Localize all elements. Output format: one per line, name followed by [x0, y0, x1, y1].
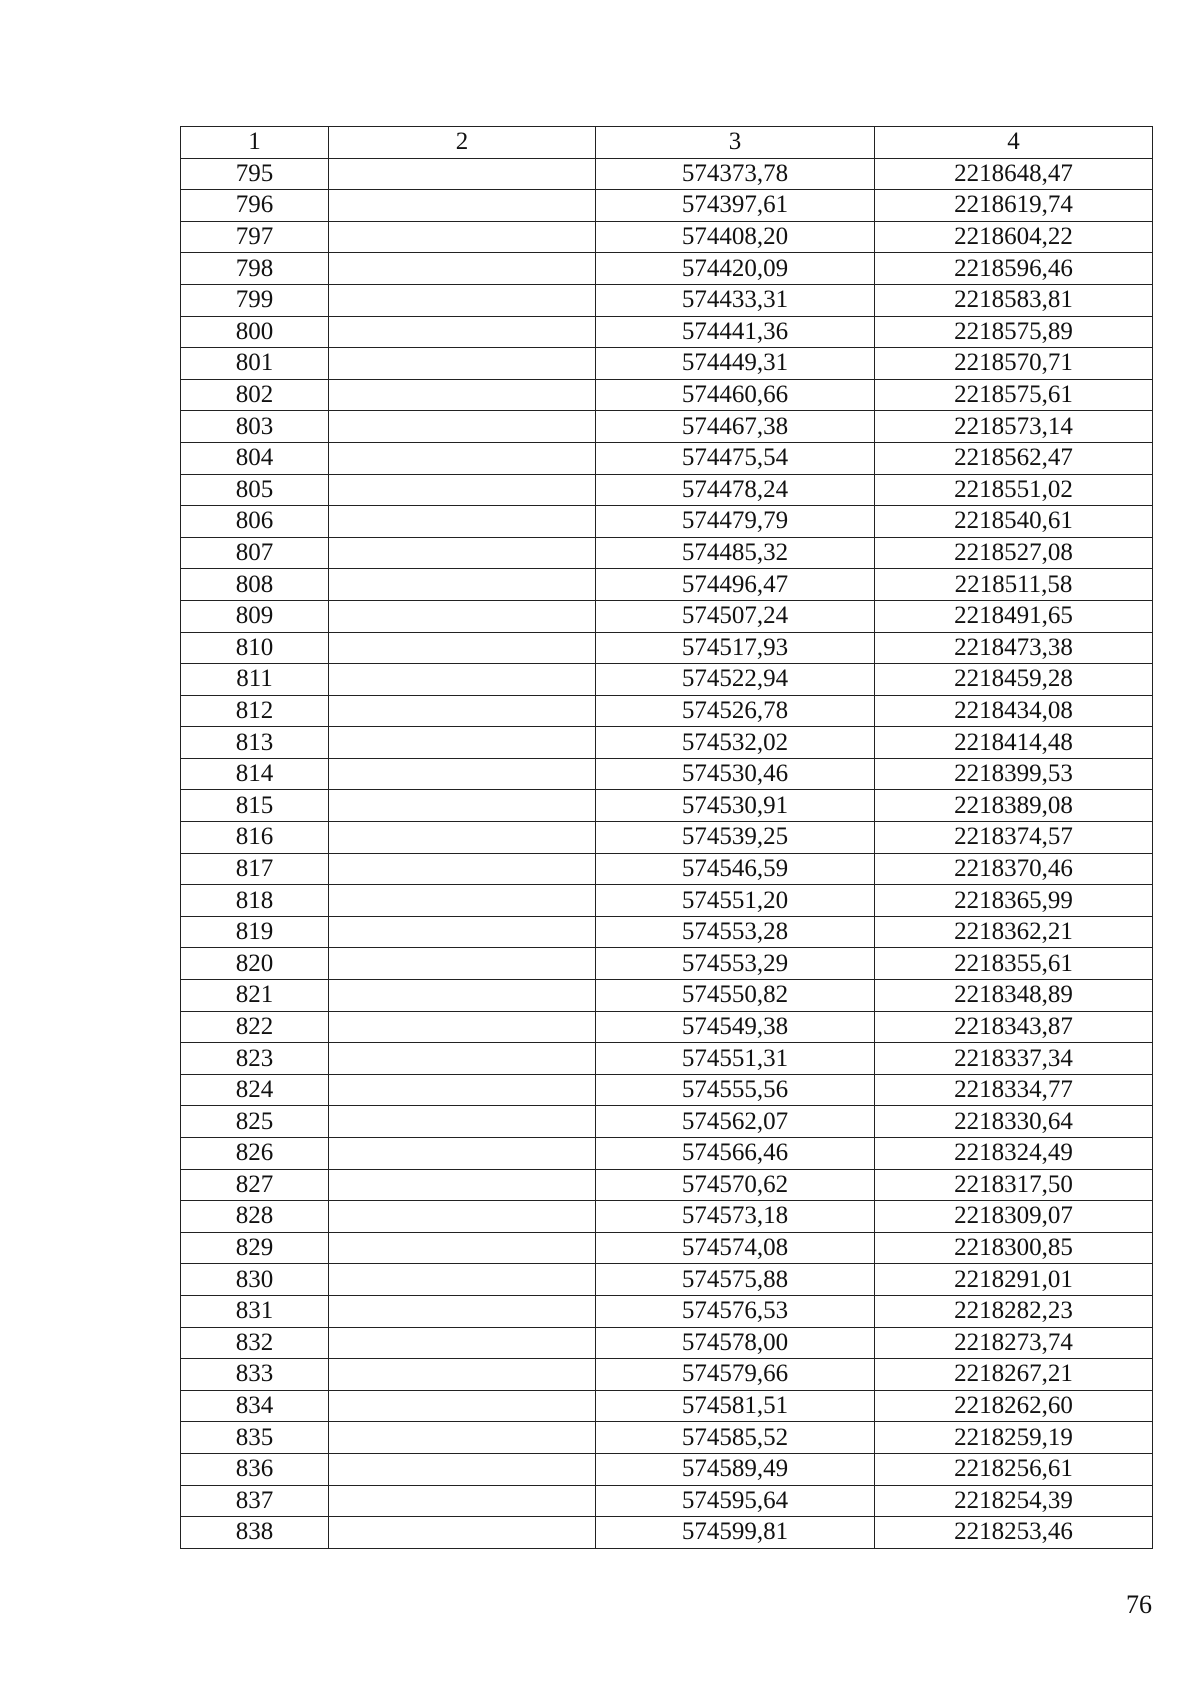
- x-coordinate-cell: 574532,02: [596, 727, 875, 759]
- x-coordinate-cell: 574526,78: [596, 695, 875, 727]
- x-coordinate-cell: 574478,24: [596, 474, 875, 506]
- x-coordinate-cell: 574460,66: [596, 379, 875, 411]
- y-coordinate-cell: 2218256,61: [875, 1453, 1153, 1485]
- x-coordinate-cell: 574475,54: [596, 442, 875, 474]
- x-coordinate-cell: 574579,66: [596, 1359, 875, 1391]
- table-row: [181, 1264, 1153, 1296]
- x-coordinate-cell: 574553,29: [596, 948, 875, 980]
- table-row: [181, 1390, 1153, 1422]
- y-coordinate-cell: 2218334,77: [875, 1074, 1153, 1106]
- y-coordinate-cell: 2218324,49: [875, 1138, 1153, 1170]
- y-coordinate-cell: 2218330,64: [875, 1106, 1153, 1138]
- table-row: [181, 379, 1153, 411]
- point-number-cell: 801: [181, 348, 329, 380]
- x-coordinate-cell: 574570,62: [596, 1169, 875, 1201]
- table-row: [181, 727, 1153, 759]
- empty-cell: [329, 1295, 596, 1327]
- empty-cell: [329, 1138, 596, 1170]
- table-row: [181, 1453, 1153, 1485]
- x-coordinate-cell: 574562,07: [596, 1106, 875, 1138]
- empty-cell: [329, 1359, 596, 1391]
- x-coordinate-cell: 574551,31: [596, 1043, 875, 1075]
- table-row: [181, 442, 1153, 474]
- table-row: [181, 1232, 1153, 1264]
- empty-cell: [329, 632, 596, 664]
- empty-cell: [329, 727, 596, 759]
- empty-cell: [329, 695, 596, 727]
- point-number-cell: 829: [181, 1232, 329, 1264]
- y-coordinate-cell: 2218575,89: [875, 316, 1153, 348]
- point-number-cell: 797: [181, 221, 329, 253]
- x-coordinate-cell: 574578,00: [596, 1327, 875, 1359]
- table-row: [181, 348, 1153, 380]
- point-number-cell: 836: [181, 1453, 329, 1485]
- point-number-cell: 795: [181, 158, 329, 190]
- empty-cell: [329, 253, 596, 285]
- empty-cell: [329, 1169, 596, 1201]
- x-coordinate-cell: 574517,93: [596, 632, 875, 664]
- x-coordinate-cell: 574441,36: [596, 316, 875, 348]
- x-coordinate-cell: 574566,46: [596, 1138, 875, 1170]
- column-header-2: 2: [329, 127, 596, 159]
- point-number-cell: 834: [181, 1390, 329, 1422]
- table-row: [181, 980, 1153, 1012]
- empty-cell: [329, 948, 596, 980]
- empty-cell: [329, 1074, 596, 1106]
- point-number-cell: 798: [181, 253, 329, 285]
- point-number-cell: 819: [181, 916, 329, 948]
- empty-cell: [329, 379, 596, 411]
- y-coordinate-cell: 2218551,02: [875, 474, 1153, 506]
- point-number-cell: 815: [181, 790, 329, 822]
- x-coordinate-cell: 574539,25: [596, 822, 875, 854]
- coordinates-table: [180, 126, 1153, 1549]
- y-coordinate-cell: 2218414,48: [875, 727, 1153, 759]
- point-number-cell: 818: [181, 885, 329, 917]
- y-coordinate-cell: 2218262,60: [875, 1390, 1153, 1422]
- x-coordinate-cell: 574546,59: [596, 853, 875, 885]
- empty-cell: [329, 980, 596, 1012]
- point-number-cell: 825: [181, 1106, 329, 1138]
- y-coordinate-cell: 2218575,61: [875, 379, 1153, 411]
- table-row: [181, 474, 1153, 506]
- point-number-cell: 810: [181, 632, 329, 664]
- empty-cell: [329, 190, 596, 222]
- y-coordinate-cell: 2218362,21: [875, 916, 1153, 948]
- x-coordinate-cell: 574553,28: [596, 916, 875, 948]
- table-row: [181, 284, 1153, 316]
- x-coordinate-cell: 574479,79: [596, 506, 875, 538]
- empty-cell: [329, 569, 596, 601]
- y-coordinate-cell: 2218619,74: [875, 190, 1153, 222]
- x-coordinate-cell: 574549,38: [596, 1011, 875, 1043]
- point-number-cell: 808: [181, 569, 329, 601]
- table-row: [181, 916, 1153, 948]
- table-row: [181, 1485, 1153, 1517]
- point-number-cell: 803: [181, 411, 329, 443]
- y-coordinate-cell: 2218267,21: [875, 1359, 1153, 1391]
- point-number-cell: 805: [181, 474, 329, 506]
- x-coordinate-cell: 574449,31: [596, 348, 875, 380]
- y-coordinate-cell: 2218343,87: [875, 1011, 1153, 1043]
- point-number-cell: 828: [181, 1201, 329, 1233]
- point-number-cell: 812: [181, 695, 329, 727]
- point-number-cell: 827: [181, 1169, 329, 1201]
- x-coordinate-cell: 574595,64: [596, 1485, 875, 1517]
- y-coordinate-cell: 2218365,99: [875, 885, 1153, 917]
- empty-cell: [329, 822, 596, 854]
- x-coordinate-cell: 574581,51: [596, 1390, 875, 1422]
- point-number-cell: 831: [181, 1295, 329, 1327]
- table-row: [181, 1169, 1153, 1201]
- page-number: 76: [1126, 1590, 1152, 1619]
- x-coordinate-cell: 574574,08: [596, 1232, 875, 1264]
- point-number-cell: 830: [181, 1264, 329, 1296]
- empty-cell: [329, 1106, 596, 1138]
- point-number-cell: 817: [181, 853, 329, 885]
- table-row: [181, 885, 1153, 917]
- y-coordinate-cell: 2218259,19: [875, 1422, 1153, 1454]
- point-number-cell: 835: [181, 1422, 329, 1454]
- point-number-cell: 824: [181, 1074, 329, 1106]
- table-row: [181, 790, 1153, 822]
- y-coordinate-cell: 2218596,46: [875, 253, 1153, 285]
- empty-cell: [329, 284, 596, 316]
- table-row: [181, 853, 1153, 885]
- y-coordinate-cell: 2218491,65: [875, 600, 1153, 632]
- column-header-3: 3: [596, 127, 875, 159]
- table-row: [181, 1106, 1153, 1138]
- empty-cell: [329, 853, 596, 885]
- table-row: [181, 758, 1153, 790]
- point-number-cell: 806: [181, 506, 329, 538]
- x-coordinate-cell: 574575,88: [596, 1264, 875, 1296]
- table-row: [181, 664, 1153, 696]
- table-row: [181, 569, 1153, 601]
- point-number-cell: 796: [181, 190, 329, 222]
- column-header-4: 4: [875, 127, 1153, 159]
- empty-cell: [329, 442, 596, 474]
- x-coordinate-cell: 574576,53: [596, 1295, 875, 1327]
- table-row: [181, 1327, 1153, 1359]
- x-coordinate-cell: 574573,18: [596, 1201, 875, 1233]
- table-row: [181, 948, 1153, 980]
- table-row: [181, 600, 1153, 632]
- point-number-cell: 816: [181, 822, 329, 854]
- x-coordinate-cell: 574373,78: [596, 158, 875, 190]
- y-coordinate-cell: 2218648,47: [875, 158, 1153, 190]
- point-number-cell: 814: [181, 758, 329, 790]
- table-body: [181, 158, 1153, 1548]
- y-coordinate-cell: 2218389,08: [875, 790, 1153, 822]
- x-coordinate-cell: 574530,91: [596, 790, 875, 822]
- y-coordinate-cell: 2218273,74: [875, 1327, 1153, 1359]
- x-coordinate-cell: 574522,94: [596, 664, 875, 696]
- point-number-cell: 837: [181, 1485, 329, 1517]
- table-row: [181, 632, 1153, 664]
- y-coordinate-cell: 2218434,08: [875, 695, 1153, 727]
- y-coordinate-cell: 2218459,28: [875, 664, 1153, 696]
- table-row: [181, 506, 1153, 538]
- empty-cell: [329, 1327, 596, 1359]
- empty-cell: [329, 158, 596, 190]
- column-header-1: 1: [181, 127, 329, 159]
- point-number-cell: 809: [181, 600, 329, 632]
- y-coordinate-cell: 2218604,22: [875, 221, 1153, 253]
- x-coordinate-cell: 574550,82: [596, 980, 875, 1012]
- x-coordinate-cell: 574599,81: [596, 1517, 875, 1549]
- empty-cell: [329, 1043, 596, 1075]
- point-number-cell: 823: [181, 1043, 329, 1075]
- table-row: [181, 158, 1153, 190]
- x-coordinate-cell: 574589,49: [596, 1453, 875, 1485]
- table-row: [181, 1043, 1153, 1075]
- empty-cell: [329, 885, 596, 917]
- table-row: [181, 253, 1153, 285]
- point-number-cell: 833: [181, 1359, 329, 1391]
- empty-cell: [329, 758, 596, 790]
- point-number-cell: 807: [181, 537, 329, 569]
- y-coordinate-cell: 2218473,38: [875, 632, 1153, 664]
- empty-cell: [329, 1422, 596, 1454]
- empty-cell: [329, 1232, 596, 1264]
- table-row: [181, 190, 1153, 222]
- point-number-cell: 800: [181, 316, 329, 348]
- point-number-cell: 832: [181, 1327, 329, 1359]
- point-number-cell: 799: [181, 284, 329, 316]
- empty-cell: [329, 316, 596, 348]
- empty-cell: [329, 506, 596, 538]
- empty-cell: [329, 664, 596, 696]
- y-coordinate-cell: 2218300,85: [875, 1232, 1153, 1264]
- x-coordinate-cell: 574408,20: [596, 221, 875, 253]
- table-row: [181, 695, 1153, 727]
- table-row: [181, 822, 1153, 854]
- table-row: [181, 316, 1153, 348]
- point-number-cell: 813: [181, 727, 329, 759]
- table-row: [181, 1201, 1153, 1233]
- table-row: [181, 1138, 1153, 1170]
- x-coordinate-cell: 574551,20: [596, 885, 875, 917]
- empty-cell: [329, 1390, 596, 1422]
- table-row: [181, 1295, 1153, 1327]
- point-number-cell: 822: [181, 1011, 329, 1043]
- empty-cell: [329, 411, 596, 443]
- table-row: [181, 221, 1153, 253]
- y-coordinate-cell: 2218337,34: [875, 1043, 1153, 1075]
- empty-cell: [329, 474, 596, 506]
- y-coordinate-cell: 2218253,46: [875, 1517, 1153, 1549]
- empty-cell: [329, 348, 596, 380]
- y-coordinate-cell: 2218511,58: [875, 569, 1153, 601]
- table-row: [181, 1359, 1153, 1391]
- x-coordinate-cell: 574485,32: [596, 537, 875, 569]
- y-coordinate-cell: 2218370,46: [875, 853, 1153, 885]
- y-coordinate-cell: 2218562,47: [875, 442, 1153, 474]
- table-row: [181, 411, 1153, 443]
- empty-cell: [329, 1517, 596, 1549]
- point-number-cell: 802: [181, 379, 329, 411]
- y-coordinate-cell: 2218309,07: [875, 1201, 1153, 1233]
- point-number-cell: 838: [181, 1517, 329, 1549]
- y-coordinate-cell: 2218317,50: [875, 1169, 1153, 1201]
- table-row: [181, 1517, 1153, 1549]
- point-number-cell: 811: [181, 664, 329, 696]
- y-coordinate-cell: 2218583,81: [875, 284, 1153, 316]
- empty-cell: [329, 1201, 596, 1233]
- y-coordinate-cell: 2218527,08: [875, 537, 1153, 569]
- y-coordinate-cell: 2218282,23: [875, 1295, 1153, 1327]
- x-coordinate-cell: 574585,52: [596, 1422, 875, 1454]
- x-coordinate-cell: 574496,47: [596, 569, 875, 601]
- y-coordinate-cell: 2218573,14: [875, 411, 1153, 443]
- empty-cell: [329, 1485, 596, 1517]
- x-coordinate-cell: 574555,56: [596, 1074, 875, 1106]
- y-coordinate-cell: 2218399,53: [875, 758, 1153, 790]
- empty-cell: [329, 221, 596, 253]
- table-row: [181, 1422, 1153, 1454]
- table-row: [181, 1011, 1153, 1043]
- y-coordinate-cell: 2218355,61: [875, 948, 1153, 980]
- table-row: [181, 537, 1153, 569]
- empty-cell: [329, 1264, 596, 1296]
- y-coordinate-cell: 2218348,89: [875, 980, 1153, 1012]
- point-number-cell: 826: [181, 1138, 329, 1170]
- point-number-cell: 820: [181, 948, 329, 980]
- x-coordinate-cell: 574467,38: [596, 411, 875, 443]
- table-row: [181, 1074, 1153, 1106]
- empty-cell: [329, 916, 596, 948]
- empty-cell: [329, 537, 596, 569]
- empty-cell: [329, 790, 596, 822]
- x-coordinate-cell: 574397,61: [596, 190, 875, 222]
- y-coordinate-cell: 2218570,71: [875, 348, 1153, 380]
- y-coordinate-cell: 2218254,39: [875, 1485, 1153, 1517]
- y-coordinate-cell: 2218540,61: [875, 506, 1153, 538]
- point-number-cell: 804: [181, 442, 329, 474]
- x-coordinate-cell: 574433,31: [596, 284, 875, 316]
- x-coordinate-cell: 574420,09: [596, 253, 875, 285]
- point-number-cell: 821: [181, 980, 329, 1012]
- y-coordinate-cell: 2218374,57: [875, 822, 1153, 854]
- empty-cell: [329, 1011, 596, 1043]
- header-row: [181, 127, 1153, 159]
- x-coordinate-cell: 574530,46: [596, 758, 875, 790]
- x-coordinate-cell: 574507,24: [596, 600, 875, 632]
- empty-cell: [329, 600, 596, 632]
- y-coordinate-cell: 2218291,01: [875, 1264, 1153, 1296]
- empty-cell: [329, 1453, 596, 1485]
